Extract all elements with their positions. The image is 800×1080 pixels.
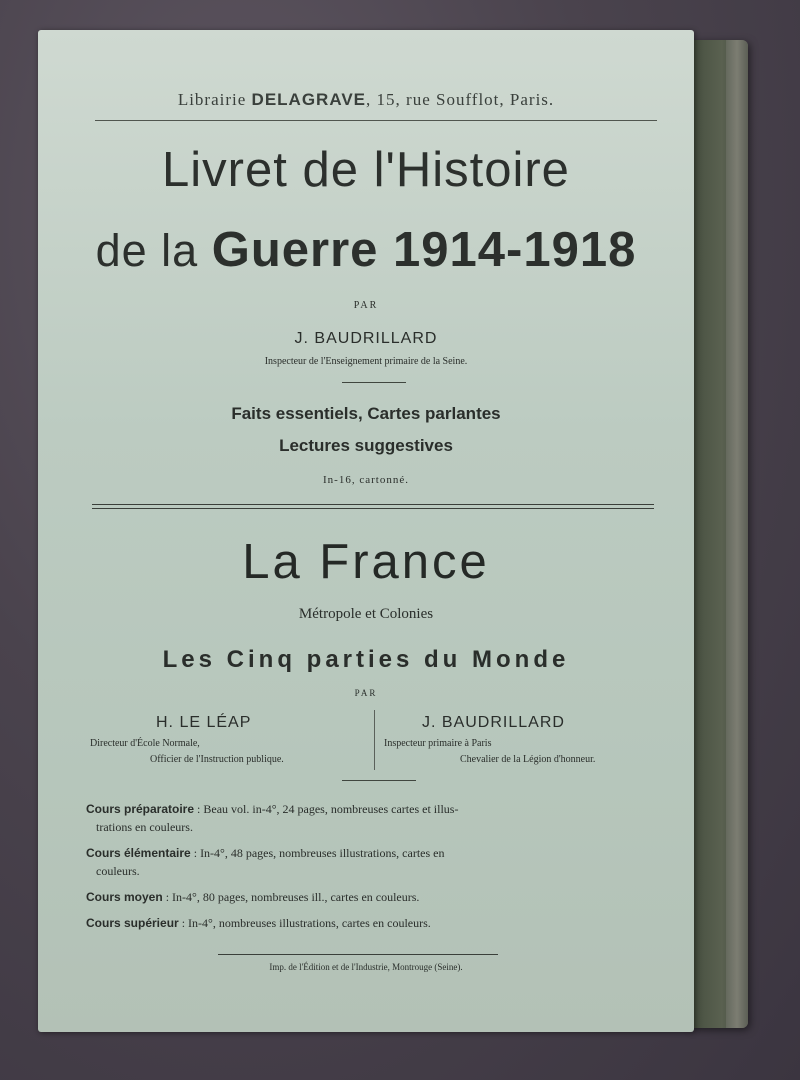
book2-title: La France (242, 535, 490, 589)
course-label: Cours supérieur (86, 916, 179, 930)
book-back-cover (38, 30, 694, 1032)
book2-short-rule (342, 780, 416, 781)
book1-author: J. BAUDRILLARD (294, 330, 438, 347)
course-item (86, 888, 666, 906)
course-item (86, 844, 666, 880)
printer-line: Imp. de l'Édition et de l'Industrie, Montrouge (Seine). (269, 962, 463, 972)
course-sep: : (178, 916, 189, 930)
book2-author2-line2: Chevalier de la Légion d'honneur. (460, 754, 596, 765)
course-text: In-4°, 48 pages, nombreuses illustrations, cartes en (200, 846, 445, 860)
course-item (86, 914, 666, 932)
book2-par: PAR (354, 688, 378, 698)
book1-par: PAR (353, 300, 379, 311)
book2-author2-line1: Inspecteur primaire à Paris (384, 738, 492, 749)
publisher-line (38, 90, 694, 110)
book2-author1 (156, 714, 251, 732)
book2-author1-name: H. LE LÉAP (156, 714, 252, 731)
book1-format: In-16, cartonné. (323, 474, 409, 486)
book1-author-title: Inspecteur de l'Enseignement primaire de la Seine. (264, 356, 468, 367)
course-text: Beau vol. in-4°, 24 pages, nombreuses cartes et illus- (203, 802, 459, 816)
course-label: Cours moyen (86, 890, 163, 904)
course-sep: : (194, 802, 204, 816)
publisher-name: DELAGRAVE (251, 90, 367, 109)
course-sep: : (162, 890, 173, 904)
course-text: In-4°, 80 pages, nombreuses ill., cartes en couleurs. (172, 890, 420, 904)
course-label: Cours élémentaire (86, 846, 191, 860)
book1-feature-line1: Faits essentiels, Cartes parlantes (231, 404, 501, 423)
course-sep: : (190, 846, 201, 860)
book2-title2: Les Cinq parties du Monde (162, 646, 570, 673)
book2-author1-line2: Officier de l'Instruction publique. (150, 754, 284, 765)
book2-author2-name: J. BAUDRILLARD (422, 714, 565, 731)
book2-author2 (422, 714, 565, 732)
book1-title-line2-prefix: de la (95, 225, 199, 276)
course-text-cont: trations en couleurs. (96, 820, 193, 834)
book2-author1-line1: Directeur d'École Normale, (90, 738, 200, 749)
section-divider-bottom (92, 508, 654, 509)
publisher-rule (95, 120, 657, 121)
publisher-prefix: Librairie (177, 90, 247, 109)
book-spine-edge (726, 40, 748, 1028)
printer-rule (218, 954, 498, 955)
section-divider-top (92, 504, 654, 505)
course-label: Cours préparatoire (86, 802, 195, 816)
book1-title-line2 (38, 222, 694, 278)
course-text: In-4°, nombreuses illustrations, cartes en couleurs. (188, 916, 431, 930)
book1-title-line1: Livret de l'Histoire (162, 143, 570, 197)
course-list (86, 800, 666, 940)
publisher-address: , 15, rue Soufflot, Paris. (366, 90, 555, 109)
authors-divider (374, 710, 375, 770)
book1-title-line2-main: Guerre 1914-1918 (211, 223, 637, 277)
book1-short-rule (342, 382, 406, 383)
course-text-cont: couleurs. (96, 864, 140, 878)
book2-subtitle: Métropole et Colonies (298, 606, 434, 622)
book1-feature-line2: Lectures suggestives (279, 436, 453, 455)
course-item (86, 800, 666, 836)
